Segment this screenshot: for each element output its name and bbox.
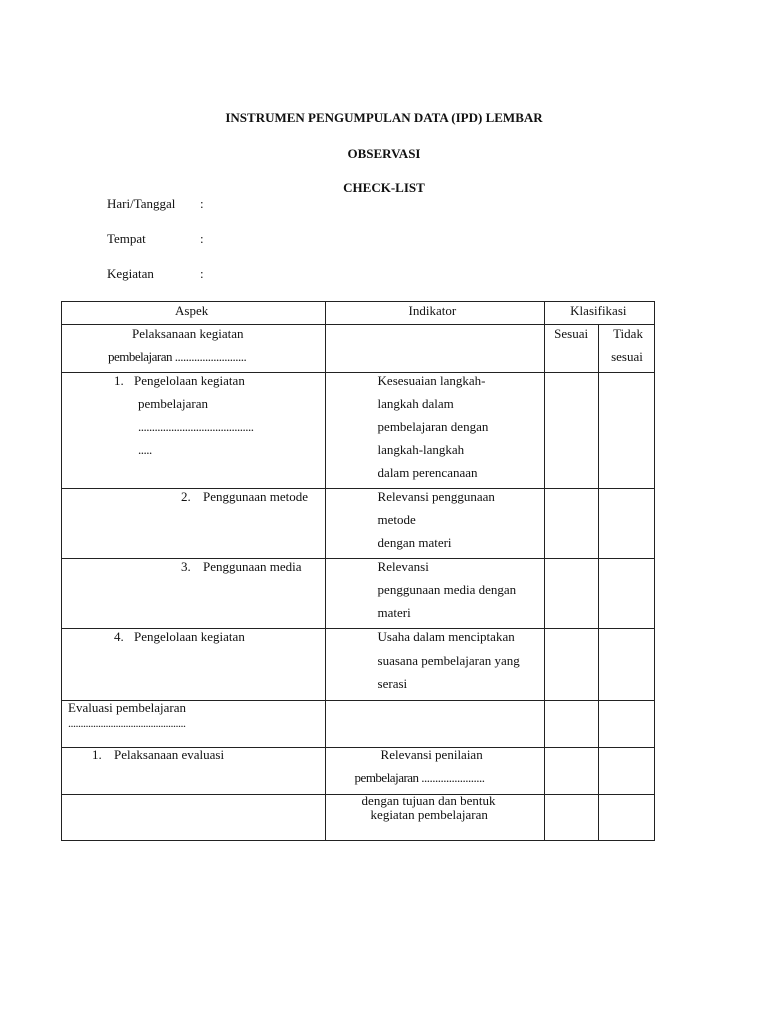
table-row: [62, 629, 655, 701]
table-row: [62, 559, 655, 629]
field-label: Tempat: [107, 231, 146, 246]
aspek-cell: 2. Penggunaan metode: [62, 489, 326, 559]
field-colon: :: [200, 266, 204, 281]
field-label: Hari/Tanggal: [107, 196, 176, 211]
table-row: [62, 748, 655, 795]
tidak-sesuai-checkbox-cell[interactable]: [599, 489, 655, 559]
indikator-cell: Relevansi penggunaan metode dengan materi: [325, 489, 545, 559]
indikator-cell: Kesesuaian langkah- langkah dalam pembelajaran dengan langkah-langkah dalam perencanaan: [325, 373, 545, 489]
aspek-cell: 1. Pelaksanaan evaluasi: [62, 748, 326, 795]
sesuai-checkbox-cell[interactable]: [545, 559, 599, 629]
tidak-sesuai-checkbox-cell[interactable]: [599, 701, 655, 748]
field-hari-tanggal: [107, 196, 204, 212]
indikator-cell: Relevansi penggunaan media dengan materi: [325, 559, 545, 629]
section-pelaksanaan: Pelaksanaan kegiatan pembelajaran ..........................: [62, 325, 326, 373]
tidak-sesuai-checkbox-cell[interactable]: [599, 373, 655, 489]
indikator-cell: Usaha dalam menciptakan suasana pembelajaran yang serasi: [325, 629, 545, 701]
field-tempat: [107, 231, 204, 247]
sesuai-checkbox-cell[interactable]: [545, 795, 599, 841]
tidak-sesuai-checkbox-cell[interactable]: [599, 559, 655, 629]
section-evaluasi: Evaluasi pembelajaran ...............................................: [62, 701, 326, 748]
header-aspek: Aspek: [62, 302, 326, 325]
sesuai-checkbox-cell[interactable]: [545, 748, 599, 795]
document-subtitle: OBSERVASI: [347, 146, 421, 161]
header-tidak-sesuai: Tidak sesuai: [599, 325, 655, 373]
aspek-cell: 1. Pengelolaan kegiatan pembelajaran .......................................... .....: [62, 373, 326, 489]
sesuai-checkbox-cell[interactable]: [545, 373, 599, 489]
sesuai-checkbox-cell[interactable]: [545, 489, 599, 559]
table-row: [62, 373, 655, 489]
sesuai-checkbox-cell[interactable]: [545, 629, 599, 701]
table-row: [62, 325, 655, 373]
table-row: [62, 489, 655, 559]
sesuai-checkbox-cell[interactable]: [545, 701, 599, 748]
table-row: [62, 701, 655, 748]
field-colon: :: [200, 231, 204, 246]
header-sesuai: Sesuai: [545, 325, 599, 373]
observation-checklist-table: [61, 301, 655, 841]
indikator-cell: Relevansi penilaian pembelajaran .......................: [325, 748, 545, 795]
field-label: Kegiatan: [107, 266, 154, 281]
table-header-row: [62, 302, 655, 325]
indikator-cell: dengan tujuan dan bentuk kegiatan pembelajaran: [325, 795, 545, 841]
document-title: INSTRUMEN PENGUMPULAN DATA (IPD) LEMBAR: [225, 110, 543, 125]
document-checklist-title: CHECK-LIST: [343, 180, 425, 195]
field-kegiatan: [107, 266, 204, 282]
aspek-cell: 4. Pengelolaan kegiatan: [62, 629, 326, 701]
header-indikator: Indikator: [325, 302, 545, 325]
header-klasifikasi: Klasifikasi: [545, 302, 655, 325]
table-row: [62, 795, 655, 841]
aspek-cell: 3. Penggunaan media: [62, 559, 326, 629]
tidak-sesuai-checkbox-cell[interactable]: [599, 629, 655, 701]
tidak-sesuai-checkbox-cell[interactable]: [599, 748, 655, 795]
field-colon: :: [200, 196, 204, 211]
tidak-sesuai-checkbox-cell[interactable]: [599, 795, 655, 841]
